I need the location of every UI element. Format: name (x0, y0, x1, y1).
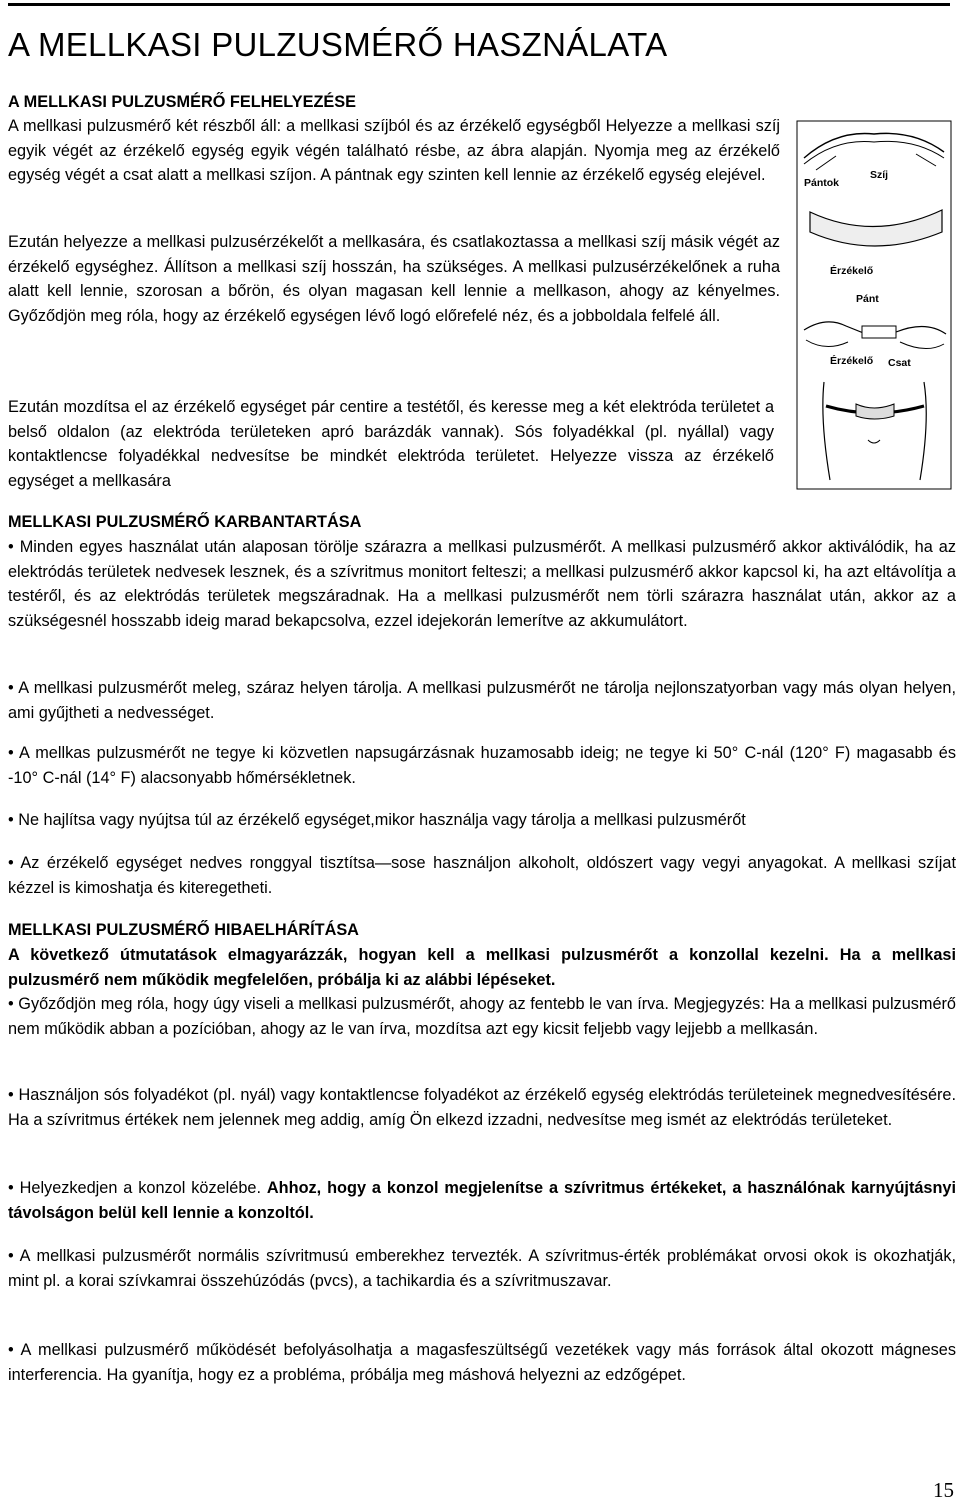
section-heading-troubleshooting: MELLKASI PULZUSMÉRŐ HIBAELHÁRÍTÁSA (8, 921, 359, 939)
sensor-unit-drawing (810, 210, 942, 246)
torso-drawing (823, 382, 926, 480)
top-rule (8, 3, 950, 6)
maintenance-bullet-5-wrap (8, 851, 956, 900)
strap-drawing (804, 133, 944, 158)
figure-label-szij: Szíj (870, 169, 889, 181)
troubleshooting-bullet-3-bold: Ahhoz, hogy a konzol megjelenítse a szívritmus értékeket, a használónak karnyújtásnyi távolságon belül kell lennie a konzoltól. (8, 1179, 956, 1222)
placement-paragraph-2-wrap (8, 230, 780, 328)
troubleshooting-bullet-1: • Győződjön meg róla, hogy úgy viseli a mellkasi pulzusmérőt, ahogy az fentebb le van írva. Megjegyzés: Ha a mellkasi pulzusmérő nem működik abban a pozícióban, ahogy az le van írva, mozdítsa azt egy kicsit feljebb vagy lejjebb a mellkasán. (8, 995, 956, 1038)
troubleshooting-bullet-4: • A mellkasi pulzusmérőt normális szívritmusú emberekhez tervezték. A szívritmus-érték problémákat orvosi okok is okozhatják, mint pl. a korai szívkamrai összehúzódás (pvcs), a tachikardia és a szívritmuszavar. (8, 1247, 956, 1290)
chest-strap-illustration (796, 120, 952, 490)
placement-paragraph-1: A mellkasi pulzusmérő két részből áll: a mellkasi szíjból és az érzékelő egységből Helyezze a mellkasi szíj egyik végét az érzékelő egység egyik végén található résbe, az ábra alapján. Nyomja meg az érzékelő egység végét a csat alatt a mellkasi szíjon. A pántnak egy szinten kell lennie az érzékelő egység elejével. (8, 117, 780, 185)
troubleshooting-bullet-3-wrap (8, 1176, 956, 1225)
maintenance-bullet-1: • Minden egyes használat után alaposan törölje szárazra a mellkasi pulzusmérőt. A mellkasi pulzusmérő akkor aktiválódik, ha az elektródás területek nedvesek lesznek, és a szívritmus monitort felteszi; a mellkasi pulzusmérő akkor kapcsol ki, ha azt eltávolítja a testéről, és az elektródás területek megszáradnak. Ha a mellkasi pulzusmérőt nem törli szárazra használat után, akkor az a szükségesnél hosszabb ideig marad bekapcsolva, ezzel idejekorán lemerítve az akkumulátort. (8, 538, 956, 630)
troubleshooting-bullet-1-wrap (8, 992, 956, 1041)
figure-label-erzekelo-2: Érzékelő (830, 355, 874, 367)
maintenance-bullet-2: • A mellkasi pulzusmérőt meleg, száraz helyen tárolja. A mellkasi pulzusmérőt ne tárolja nejlonszatyorban vagy más olyan helyen, ami gyűjtheti a nedvességet. (8, 679, 956, 722)
page-number: 15 (933, 1478, 954, 1502)
placement-paragraph-3: Ezután mozdítsa el az érzékelő egységet pár centire a testétől, és keresse meg a két elektróda területet a belső oldalon (az elektróda területeken apró barázdák vannak). Sós folyadékkal (pl. nyállal) vagy kontaktlencse folyadékkal nedvesítse be mindkét elektróda területet. Helyezze vissza az érzékelő egységet a mellkasára (8, 398, 774, 490)
troubleshooting-bullet-5: • A mellkasi pulzusmérő működését befolyásolhatja a magasfeszültségű vezetékek vagy más források által okozott mágneses interferencia. Ha gyanítja, hogy ez a probléma, próbálja meg máshová helyezni az edzőgépet. (8, 1341, 956, 1384)
troubleshooting-bullet-3 (8, 1176, 956, 1225)
troubleshooting-bullet-4-wrap (8, 1244, 956, 1293)
troubleshooting-bullet-2-wrap (8, 1083, 956, 1132)
figure-label-pant: Pánt (856, 293, 879, 305)
maintenance-bullet-3: • A mellkas pulzusmérőt ne tegye ki közvetlen napsugárzásnak huzamosabb ideig; ne tegye ki 50° C-nál (120° F) magasabb és -10° C-nál (14° F) alacsonyabb hőmérsékletnek. (8, 744, 956, 787)
maintenance-bullet-5: • Az érzékelő egységet nedves ronggyal tisztítsa—sose használjon alkoholt, oldószert vagy vegyi anyagokat. A mellkasi szíjat kézzel is kimoshatja és kiteregetheti. (8, 854, 956, 897)
figure-label-pantok: Pántok (804, 177, 840, 189)
placement-paragraph-2: Ezután helyezze a mellkasi pulzusérzékelőt a mellkasára, és csatlakoztassa a mellkasi szíj másik végét az érzékelő egységhez. Állítson a mellkasi szíj hosszán, ha szükséges. A mellkasi pulzusérzékelőnek a ruha alatt kell lennie, szorosan a bőrön, és olyan magasan kell lennie a mellkason, ahogy az kényelmes. Győződjön meg róla, hogy az érzékelő egységen lévő logó előrefelé néz, és a jobboldala felfelé áll. (8, 233, 780, 325)
maintenance-bullet-1-wrap (8, 535, 956, 633)
section-heading-placement: A MELLKASI PULZUSMÉRŐ FELHELYEZÉSE (8, 93, 356, 111)
maintenance-bullet-3-wrap (8, 741, 956, 790)
figure-label-csat: Csat (888, 357, 911, 369)
troubleshooting-intro: A következő útmutatások elmagyarázzák, hogyan kell a mellkasi pulzusmérőt a konzollal kezelni. Ha a mellkasi pulzusmérő nem működik megfelelően, próbálja ki az alábbi lépéseket. (8, 946, 956, 989)
section-heading-maintenance: MELLKASI PULZUSMÉRŐ KARBANTARTÁSA (8, 513, 362, 531)
figure-label-erzekelo-1: Érzékelő (830, 265, 874, 277)
maintenance-bullet-2-wrap (8, 676, 956, 725)
placement-paragraph-3-wrap (8, 395, 774, 493)
maintenance-bullet-4: • Ne hajlítsa vagy nyújtsa túl az érzékelő egységet,mikor használja vagy tárolja a mellkasi pulzusmérőt (8, 811, 746, 829)
troubleshooting-bullet-2: • Használjon sós folyadékot (pl. nyál) vagy kontaktlencse folyadékot az érzékelő egység elektródás területeinek megnedvesítésére. Ha a szívritmus értékek nem jelennek meg addig, amíg Ön elkezd izzadni, nedvesítse meg ismét az elektródás területeket. (8, 1086, 956, 1129)
troubleshooting-bullet-3-plain: • Helyezkedjen a konzol közelébe. (8, 1179, 267, 1197)
troubleshooting-intro-wrap (8, 943, 956, 992)
page-title: A MELLKASI PULZUSMÉRŐ HASZNÁLATA (8, 26, 668, 63)
troubleshooting-bullet-5-wrap (8, 1338, 956, 1387)
section-placement-body (8, 114, 780, 188)
maintenance-bullet-4-wrap (8, 808, 960, 833)
